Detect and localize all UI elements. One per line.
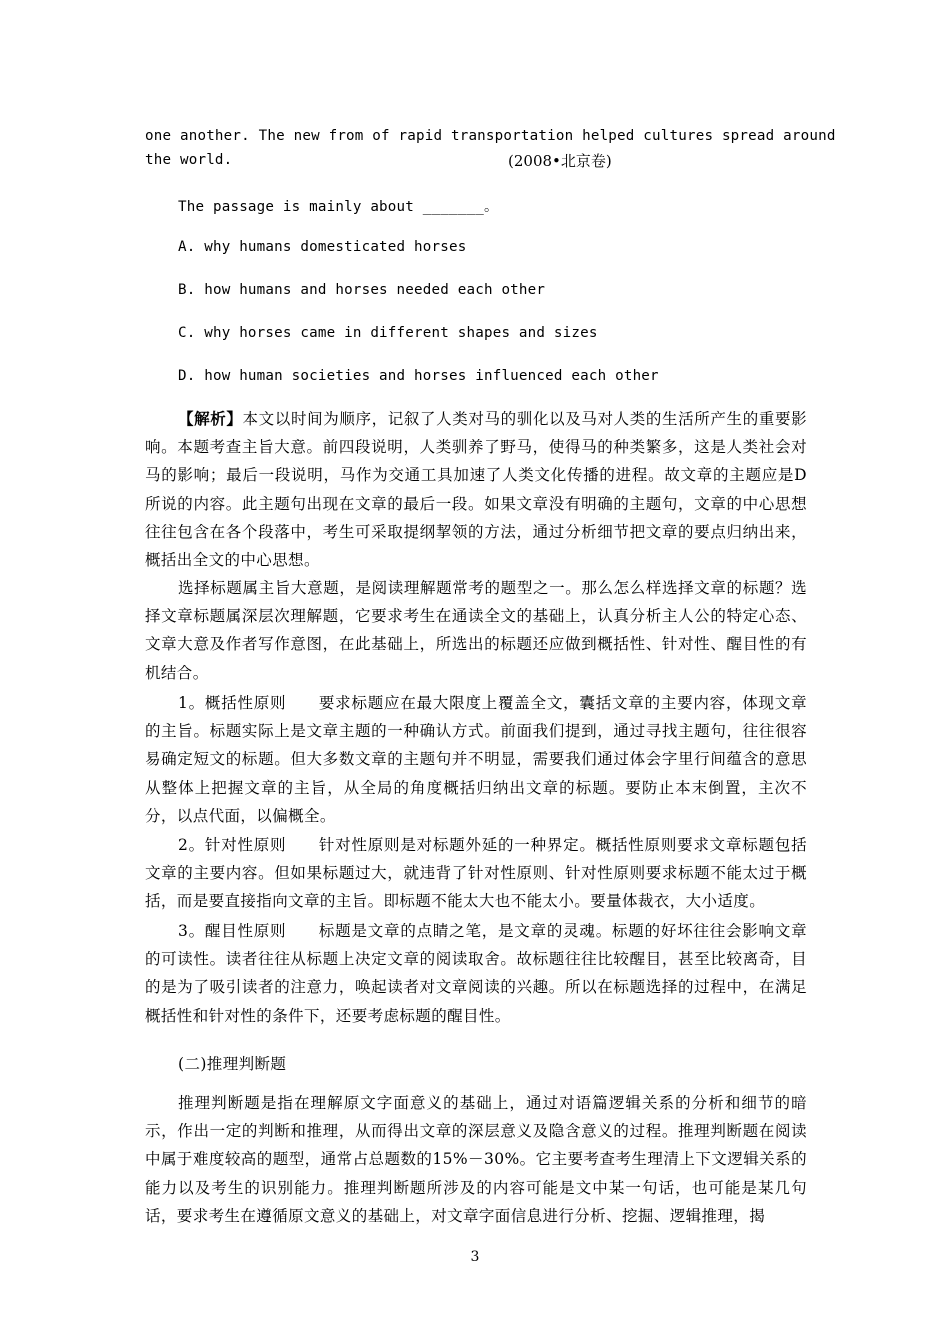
- source-citation: (2008•北京卷): [508, 152, 612, 170]
- analysis-tag: 【解析】: [178, 409, 243, 428]
- section-heading: (二)推理判断题: [178, 1055, 287, 1073]
- title-selection-intro: 选择标题属主旨大意题，是阅读理解题常考的题型之一。那么怎么样选择文章的标题？选择文章标题属深层次理解题，它要求考生在通读全文的基础上，认真分析主人公的特定心态、文章大意及作者写作意图，在此基础上，所选出的标题还应做到概括性、针对性、醒目性的有机结合。: [145, 579, 807, 682]
- analysis-text: 本文以时间为顺序，记叙了人类对马的驯化以及马对人类的生活所产生的重要影响。本题考查主旨大意。前四段说明，人类驯养了野马，使得马的种类繁多，这是人类社会对马的影响；最后一段说明，马作为交通工具加速了人类文化传播的进程。故文章的主题应是D所说的内容。此主题句出现在文章的最后一段。如果文章没有明确的主题句，文章的中心思想往往包含在各个段落中，考生可采取提纲挈领的方法，通过分析细节把文章的要点归纳出来，概括出全文的中心思想。: [145, 410, 807, 570]
- option-a: A. why humans domesticated horses: [178, 239, 467, 255]
- principle-1: 1。概括性原则 要求标题应在最大限度上覆盖全文，囊括文章的主要内容，体现文章的主旨。标题实际上是文章主题的一种确认方式。前面我们提到，通过寻找主题句，往往很容易确定短文的标题。但大多数文章的主题句并不明显，需要我们通过体会字里行间蕴含的意思从整体上把握文章的主旨，从全局的角度概括归纳出文章的标题。要防止本末倒置，主次不分，以点代面，以偏概全。: [145, 694, 807, 825]
- inference-paragraph: 推理判断题是指在理解原文字面意义的基础上，通过对语篇逻辑关系的分析和细节的暗示，作出一定的判断和推理，从而得出文章的深层意义及隐含意义的过程。推理判断题在阅读中属于难度较高的题型，通常占总题数的15%－30%。它主要考查考生理清上下文逻辑关系的能力以及考生的识别能力。推理判断题所涉及的内容可能是文中某一句话，也可能是某几句话，要求考生在遵循原文意义的基础上，对文章字面信息进行分析、挖掘、逻辑推理，揭: [145, 1094, 807, 1225]
- question-stem: The passage is mainly about _______。: [178, 199, 499, 215]
- page-number: 3: [470, 1249, 480, 1265]
- analysis-paragraph: [145, 405, 807, 574]
- passage-end-line-2: the world.: [145, 152, 233, 168]
- principle-2: 2。针对性原则 针对性原则是对标题外延的一种界定。概括性原则要求文章标题包括文章的主要内容。但如果标题过大，就违背了针对性原则、针对性原则要求标题不能太过于概括，而是要直接指向文章的主旨。即标题不能太大也不能太小。要量体裁衣，大小适度。: [145, 836, 807, 911]
- option-d: D. how human societies and horses influenced each other: [178, 368, 659, 384]
- option-c: C. why horses came in different shapes and sizes: [178, 325, 598, 341]
- passage-end-line-1: one another. The new from of rapid transportation helped cultures spread around: [145, 128, 836, 144]
- option-b: B. how humans and horses needed each other: [178, 282, 546, 298]
- principle-3: 3。醒目性原则 标题是文章的点睛之笔，是文章的灵魂。标题的好坏往往会影响文章的可读性。读者往往从标题上决定文章的阅读取舍。故标题往往比较醒目，甚至比较离奇，目的是为了吸引读者的注意力，唤起读者对文章阅读的兴趣。所以在标题选择的过程中，在满足概括性和针对性的条件下，还要考虑标题的醒目性。: [145, 922, 807, 1025]
